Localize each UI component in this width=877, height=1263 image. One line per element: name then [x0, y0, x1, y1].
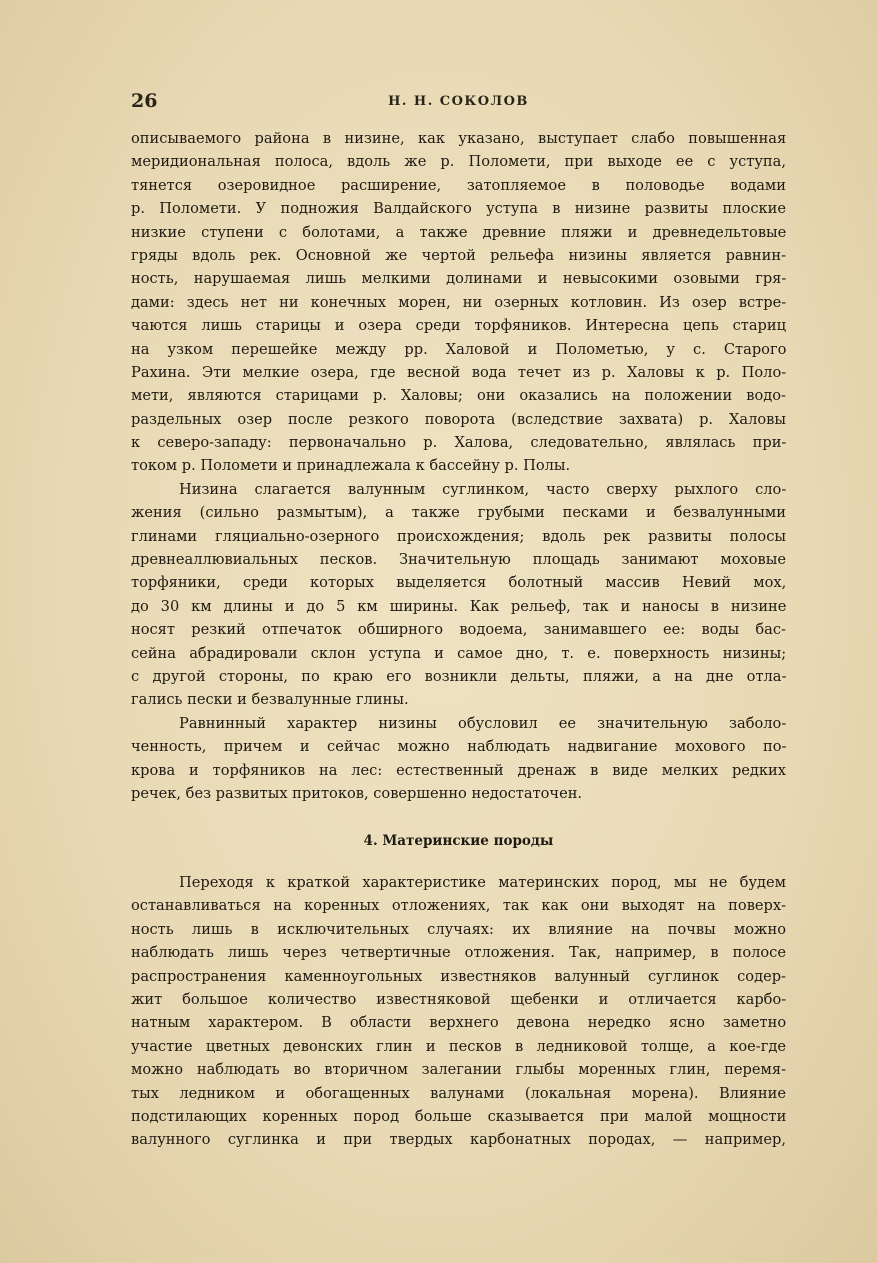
text-line: Переходя к краткой характеристике материнских пород, мы не будем — [179, 874, 787, 891]
text-line: с другой стороны, по краю его возникли дельты, пляжи, а на дне отла- — [131, 667, 787, 685]
body-text-lower — [131, 871, 786, 1152]
text-line: дами: здесь нет ни конечных морен, ни озерных котловин. Из озер встре- — [131, 293, 787, 311]
text-line: распространения каменноугольных известняков валунный суглинок содер- — [131, 967, 786, 985]
text-line: до 30 км длины и до 5 км ширины. Как рельеф, так и наносы в низине — [131, 597, 787, 615]
text-line: гались пески и безвалунные глины. — [131, 691, 409, 709]
text-line: ченность, причем и сейчас можно наблюдать надвигание мохового по- — [131, 738, 787, 756]
text-line: Равнинный характер низины обусловил ее значительную заболо- — [179, 714, 787, 732]
text-line: чаются лишь старицы и озера среди торфяников. Интересна цепь стариц — [131, 317, 786, 335]
text-line: к северо-западу: первоначально р. Халова, следовательно, являлась при- — [131, 434, 787, 452]
text-line: описываемого района в низине, как указано, выступает слабо повышенная — [131, 130, 787, 147]
text-line: подстилающих коренных пород больше сказывается при малой мощности — [131, 1107, 787, 1125]
text-line: сейна абрадировали склон уступа и самое дно, т. е. поверхность низины; — [131, 644, 787, 662]
text-line: крова и торфяников на лес: естественный дренаж в виде мелких редких — [131, 761, 786, 779]
section-heading: 4. Материнские породы — [363, 833, 554, 849]
running-head: Н. Н. СОКОЛОВ — [388, 94, 529, 109]
text-line: валунного суглинка и при твердых карбонатных породах, — например, — [131, 1131, 786, 1149]
text-line: наблюдать лишь через четвертичные отложения. Так, например, в полосе — [131, 944, 786, 962]
text-line: жения (сильно размытым), а также грубыми песками и безвалунными — [131, 504, 786, 522]
text-line: глинами гляциально-озерного происхождения; вдоль рек развиты полосы — [131, 527, 786, 545]
text-line: меридиональная полоса, вдоль же р. Пoлoмети, при выходе ее с уступа, — [131, 153, 786, 171]
text-line: речек, без развитых притоков, совершенно недостаточен. — [131, 784, 583, 802]
text-line: носят резкий отпечаток обширного водоема, занимавшего ее: воды бас- — [131, 621, 786, 639]
text-line: р. Пoлoмети. У подножия Валдайского уступа в низине развиты плоские — [131, 200, 786, 218]
text-line: током р. Пoлoмети и принадлежала к бассейну р. Полы. — [131, 457, 571, 475]
text-line: мети, являются старицами р. Халовы; они оказались на положении водо- — [131, 387, 786, 405]
text-line: тянется озеровидное расширение, затопляемое в половодье водами — [131, 176, 786, 194]
paragraph-4 — [131, 871, 786, 1152]
text-line: раздельных озер после резкого поворота (вследствие захвата) р. Халовы — [131, 410, 786, 428]
text-line: Рахина. Эти мелкие озера, где весной вода течет из р. Халовы к р. Поло- — [131, 363, 787, 381]
text-line: жит большое количество известняковой щебенки и отличается карбо- — [131, 990, 787, 1008]
text-line: ность, нарушаемая лишь мелкими долинами и невысокими озовыми гря- — [131, 270, 787, 288]
text-line: натным характером. В области верхнего девона нередко ясно заметно — [131, 1014, 787, 1032]
text-line: участие цветных девонских глин и песков в ледниковой толще, а кое-где — [131, 1037, 786, 1055]
page-number: 26 — [131, 90, 158, 112]
paragraph-1 — [131, 127, 786, 478]
paragraph-2 — [131, 478, 786, 712]
text-line: на узком перешейке между рр. Халовой и Пoлoметью, у с. Старого — [131, 340, 787, 358]
text-line: тых ледником и обогащенных валунами (локальная морена). Влияние — [131, 1084, 786, 1102]
text-line: ность лишь в исключительных случаях: их влияние на почвы можно — [131, 920, 786, 938]
text-line: останавливаться на коренных отложениях, так как они выходят на поверх- — [131, 897, 787, 915]
text-line: торфяники, среди которых выделяется болотный массив Невий мох, — [131, 574, 787, 592]
paragraph-3 — [131, 712, 786, 806]
text-line: гряды вдоль рек. Основной же чертой рельефа низины является равнин- — [131, 246, 786, 264]
page-header — [131, 90, 786, 114]
text-line: Низина слагается валунным суглинком, часто сверху рыхлого сло- — [179, 480, 787, 498]
text-line: можно наблюдать во вторичном залегании глыбы моренных глин, перемя- — [131, 1061, 787, 1079]
text-line: древнеаллювиальных песков. Значительную площадь занимают моховые — [131, 551, 786, 569]
body-text-upper — [131, 127, 786, 805]
text-line: низкие ступени с болотами, а также древние пляжи и древнедельтовые — [131, 223, 787, 241]
